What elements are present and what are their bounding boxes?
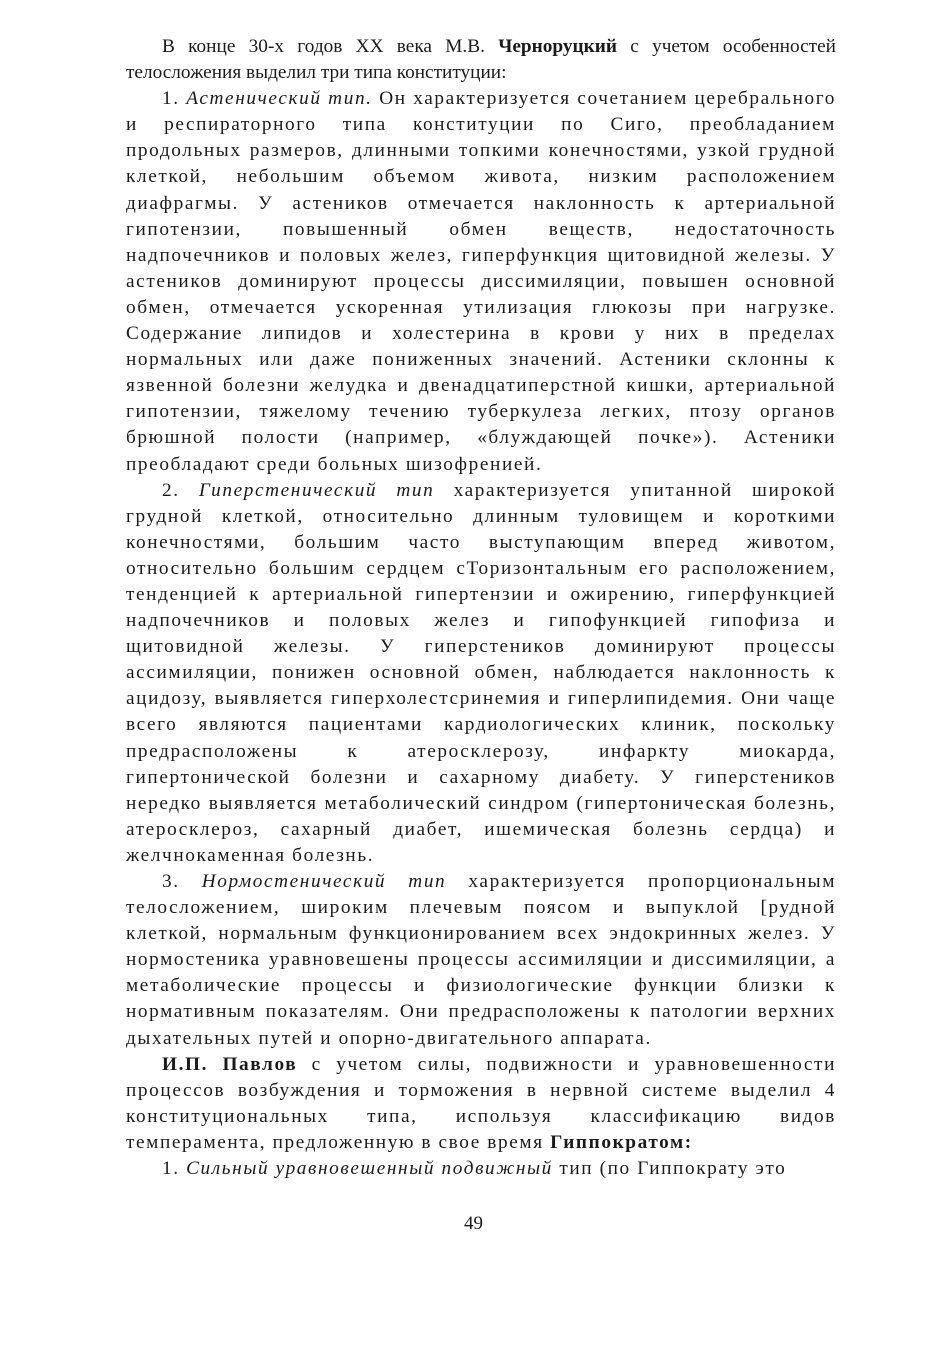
item-number: 3.	[162, 871, 202, 892]
item-number: 1.	[162, 1158, 187, 1180]
paragraph-hypersthenic-type	[126, 478, 836, 869]
paragraph-normosthenic-type	[126, 869, 836, 1052]
intro-text-end: с учетом особенностей телосложения выделил три типа конституции:	[126, 36, 836, 84]
term-asthenic: Астенический тип.	[186, 88, 373, 110]
term-normosthenic: Нормостенический тип	[201, 871, 447, 892]
strong-type-description: тип (по Гиппократу это	[552, 1158, 787, 1180]
page-number: 49	[464, 1213, 483, 1234]
intro-text-start: В конце 30-х годов XX века М.В.	[162, 36, 499, 57]
item-number: 2.	[162, 479, 199, 501]
author-pavlov: И.П. Павлов	[162, 1053, 298, 1075]
asthenic-description: Он характеризуется сочетанием церебрального и респираторного типа конституции по Сиго, преобладанием продольных размеров, длинными топкими конечностями, узкой грудной клеткой, небольшим объемом живота, низким расположением диафрагмы. У астеников отмечается наклонность к артериальной гипотензии, повышенный обмен веществ, недостаточность надпочечников и половых желез, гиперфункция щитовидной железы. У астеников доминируют процессы диссимиляции, повышен основной обмен, отмечается ускоренная утилизация глюкозы при нагрузке. Содержание липидов и холестерина в крови у них в пределах нормальных или даже пониженных значений. Астеники склонны к язвенной болезни желудка и двенадцатиперстной кишки, артериальной гипотензии, тяжелому течению туберкулеза легких, птозу органов брюшной полости (например, «блуждающей почке»). Астеники преобладают среди больных шизофренией.	[126, 88, 836, 475]
item-number: 1.	[162, 88, 187, 110]
normosthenic-description: характеризуется пропорциональным телосложением, широким плечевым поясом и выпуклой [рудной клеткой, нормальным функционированием всех эндокринных желез. У нормостеника уравновешены процессы ассимиляции и диссимиляции, а метаболические процессы и физиологические функции близки к нормативным показателям. Они предрасположены к патологии верхних дыхательных путей и опорно-двигательного аппарата.	[126, 871, 836, 1049]
paragraph-strong-type	[126, 1156, 836, 1182]
pavlov-description: с учетом силы, подвижности и уравновешенности процессов возбуждения и торможения в нервной системе выделил 4 конституциональных типа, используя классификацию видов темперамента, предложенную в свое время	[126, 1053, 836, 1153]
page-body	[126, 34, 836, 1182]
term-strong-balanced-mobile: Сильный уравновешенный подвижный	[186, 1158, 553, 1180]
author-hippocrates: Гиппократом:	[550, 1131, 693, 1153]
paragraph-pavlov	[126, 1052, 836, 1156]
term-hypersthenic: Гиперстенический тип	[198, 479, 435, 501]
paragraph-intro	[126, 34, 836, 86]
author-chernorutsky: Черноруцкий	[498, 36, 617, 57]
paragraph-asthenic-type	[126, 86, 836, 477]
hypersthenic-description: характеризуется упитанной широкой грудной клеткой, относительно длинным туловищем и короткими конечностями, большим часто выступающим вперед животом, относительно большим сердцем сТоризонтальным его расположением, тенденцией к артериальной гипертензии и ожирению, гиперфункцией надпочечников и половых желез и гипофункцией гипофиза и щитовидной железы. У гиперстеников доминируют процессы ассимиляции, понижен основной обмен, наблюдается наклонность к ацидозу, выявляется гиперхолестсринемия и гиперлипидемия. Они чаще всего являются пациентами кардиологических клиник, поскольку предрасположены к атеросклерозу, инфаркту миокарда, гипертонической болезни и сахарному диабету. У гиперстеников нередко выявляется метаболический синдром (гипертоническая болезнь, атеросклероз, сахарный диабет, ишемическая болезнь сердца) и желчнокаменная болезнь.	[126, 479, 836, 866]
